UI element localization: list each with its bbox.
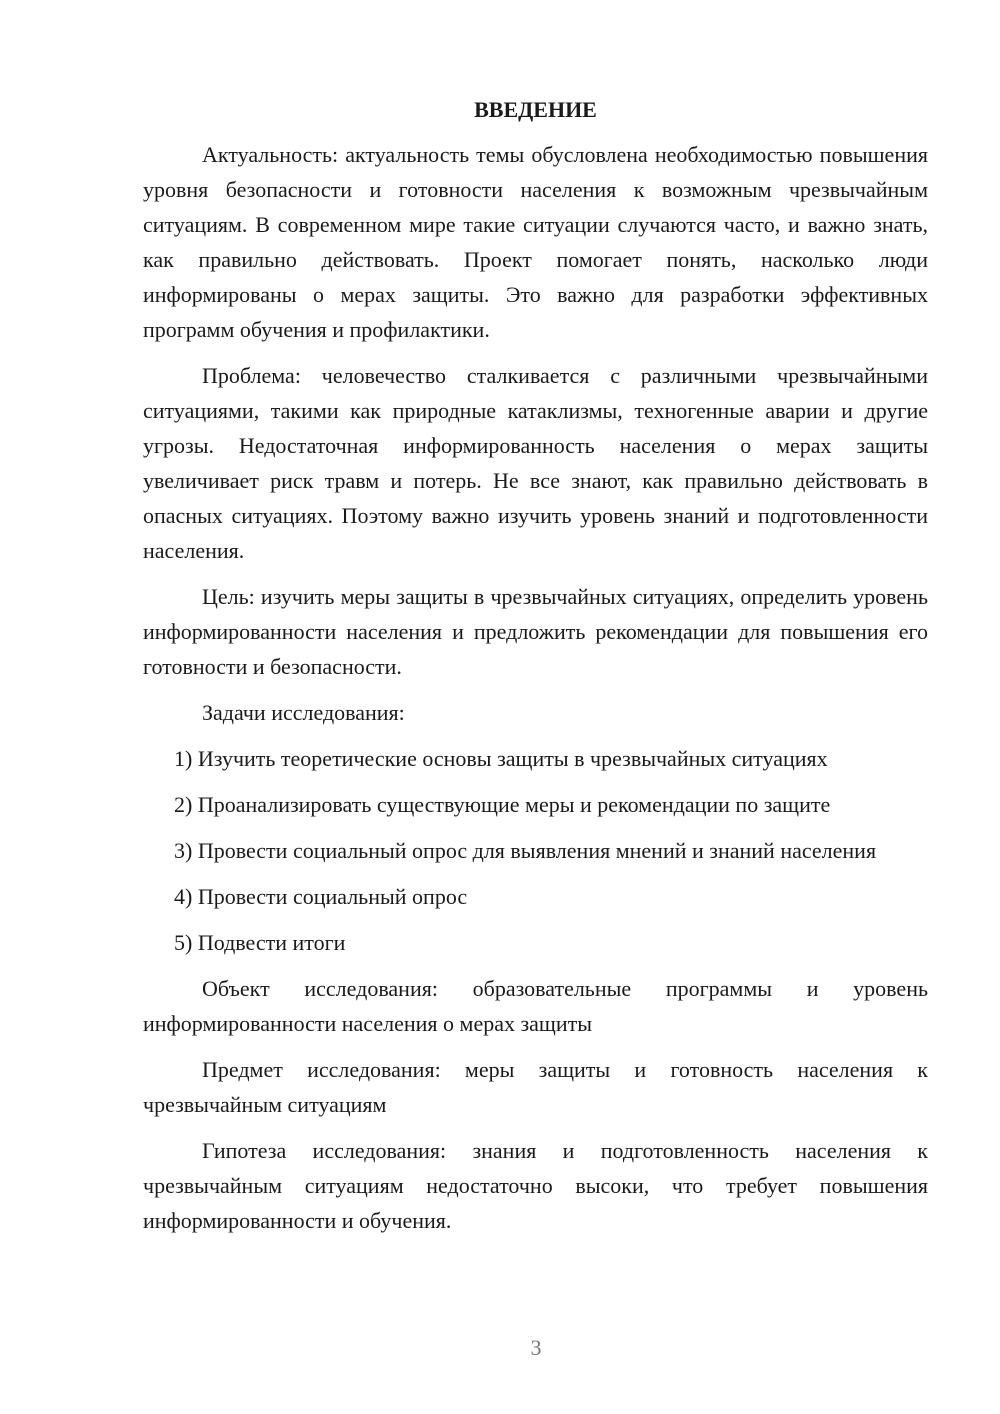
relevance-paragraph: Актуальность: актуальность темы обусловлена необходимостью повышения уровня безопасности и готовности населения к возможным чрезвычайным ситуациям. В современном мире такие ситуации случаются часто, и важно знать, как правильно действовать. Проект помогает понять, насколько люди информированы о мерах защиты. Это важно для разработки эффективных программ обучения и профилактики.: [143, 142, 928, 342]
problem-paragraph: Проблема: человечество сталкивается с различными чрезвычайными ситуациями, такими как природные катаклизмы, техногенные аварии и другие угрозы. Недостаточная информированность населения о мерах защиты увеличивает риск травм и потерь. Не все знают, как правильно действовать в опасных ситуациях. Поэтому важно изучить уровень знаний и подготовленности населения.: [143, 363, 928, 563]
task-item-2: 2) Проанализировать существующие меры и рекомендации по защите: [174, 792, 831, 817]
document-page: [143, 92, 928, 1249]
hypothesis-paragraph: Гипотеза исследования: знания и подготовленность населения к чрезвычайным ситуациям недостаточно высоки, что требует повышения информированности и обучения.: [143, 1138, 928, 1233]
task-item-1: 1) Изучить теоретические основы защиты в чрезвычайных ситуациях: [174, 746, 828, 771]
task-item-3: 3) Провести социальный опрос для выявления мнений и знаний населения: [174, 838, 877, 863]
tasks-heading: Задачи исследования:: [202, 700, 405, 725]
task-item-5: 5) Подвести итоги: [174, 930, 346, 955]
goal-paragraph: Цель: изучить меры защиты в чрезвычайных ситуациях, определить уровень информированности населения и предложить рекомендации для повышения его готовности и безопасности.: [143, 584, 928, 679]
subject-paragraph: Предмет исследования: меры защиты и готовность населения к чрезвычайным ситуациям: [143, 1057, 928, 1117]
object-paragraph: Объект исследования: образовательные программы и уровень информированности населения о мерах защиты: [143, 976, 928, 1036]
page-number: 3: [530, 1335, 542, 1360]
page-title: ВВЕДЕНИЕ: [474, 97, 597, 122]
task-item-4: 4) Провести социальный опрос: [174, 884, 468, 909]
